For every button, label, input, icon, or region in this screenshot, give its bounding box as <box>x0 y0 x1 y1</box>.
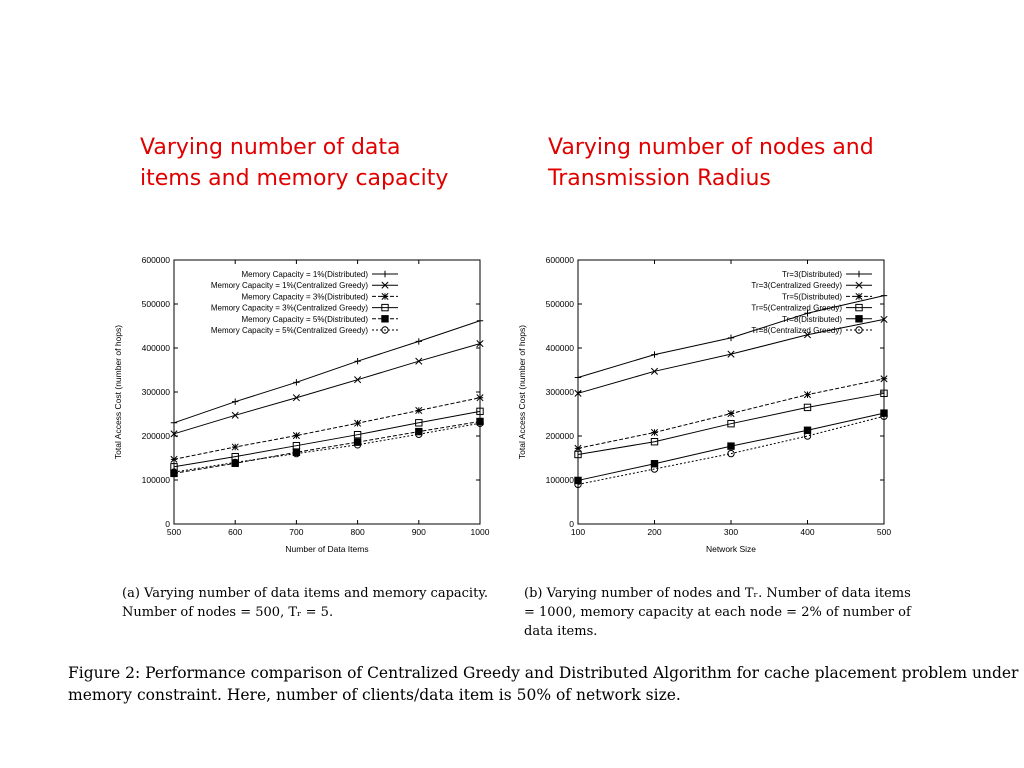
chart-b-ytick-label: 0 <box>569 519 574 529</box>
chart-a-ytick-label: 400000 <box>141 343 170 353</box>
chart-b-xlabel: Network Size <box>705 544 757 554</box>
caption-b <box>524 584 911 641</box>
chart-a-ylabel: Total Access Cost (number of hops) <box>113 324 123 460</box>
chart-b-data-point <box>728 410 734 416</box>
chart-b-xtick-label: 200 <box>647 527 662 537</box>
figure-caption-line-2: memory constraint. Here, number of clients/data item is 50% of network size. <box>68 686 681 704</box>
chart-a-data-point <box>354 376 360 382</box>
chart-a-xtick-label: 600 <box>228 527 243 537</box>
chart-a-legend-label: Memory Capacity = 3%(Centralized Greedy) <box>210 303 368 313</box>
chart-a-data-point <box>477 318 483 324</box>
chart-b-data-point <box>804 391 810 397</box>
chart-a-data-point <box>171 456 177 462</box>
chart-b-legend-marker <box>856 271 862 277</box>
chart-a-legend-marker <box>382 271 388 277</box>
chart-b-legend-marker <box>856 293 862 299</box>
chart-a-series-2 <box>171 340 483 437</box>
chart-a-data-point <box>354 358 360 364</box>
chart-a-xlabel: Number of Data Items <box>285 544 369 554</box>
chart-a-series-line <box>174 421 480 473</box>
chart-a-data-point <box>232 398 238 404</box>
chart-a-xtick-label: 1000 <box>470 527 490 537</box>
caption-b-line-1: (b) Varying number of nodes and Tᵣ. Number of data items <box>524 586 911 601</box>
chart-b-xtick-label: 500 <box>876 527 892 537</box>
chart-a-ytick-label: 0 <box>165 519 170 529</box>
chart-b-ytick-label: 300000 <box>545 387 574 397</box>
chart-b-legend-label: Tr=8(Distributed) <box>782 314 842 324</box>
caption-b-line-2: = 1000, memory capacity at each node = 2% of number of <box>524 605 911 620</box>
chart-b-xtick-label: 300 <box>723 527 739 537</box>
chart-a-data-point <box>354 420 360 426</box>
chart-b-legend-label: Tr=5(Centralized Greedy) <box>751 303 842 313</box>
chart-a-xtick-label: 500 <box>166 527 182 537</box>
chart-b-ytick-label: 400000 <box>545 343 574 353</box>
chart-b-ytick-label: 200000 <box>545 431 574 441</box>
chart-b-data-point <box>651 429 657 435</box>
chart-b-data-point <box>575 445 581 451</box>
caption-a-line-1: (a) Varying number of data items and memory capacity. <box>122 586 489 601</box>
figure-caption <box>68 662 1019 706</box>
chart-b-legend-label: Tr=8(Centralized Greedy) <box>751 326 842 335</box>
chart-a-data-point <box>477 395 483 401</box>
chart-b-data-point <box>728 443 734 449</box>
chart-b-data-point <box>575 374 581 380</box>
chart-a-legend <box>211 270 398 335</box>
chart-a-ytick-label: 500000 <box>141 299 170 309</box>
caption-b-line-3: data items. <box>524 624 598 639</box>
chart-b-ytick-label: 500000 <box>545 299 574 309</box>
heading-right <box>548 132 874 194</box>
chart-a-ytick-label: 100000 <box>141 475 170 485</box>
chart-a <box>108 248 500 564</box>
chart-a-series-4 <box>171 408 483 470</box>
chart-b-data-point <box>881 376 887 382</box>
chart-a-data-point <box>293 379 299 385</box>
chart-a-legend-label: Memory Capacity = 3%(Distributed) <box>241 292 368 302</box>
chart-a-ytick-label: 600000 <box>141 255 170 265</box>
chart-b-legend-marker <box>856 316 862 322</box>
chart-a-data-point <box>293 432 299 438</box>
chart-a-legend-marker <box>382 293 388 299</box>
chart-a-data-point <box>416 338 422 344</box>
chart-a-ytick-label: 300000 <box>141 387 170 397</box>
chart-a-data-point <box>293 395 299 401</box>
heading-left-line-1: Varying number of data <box>140 135 401 160</box>
chart-b-ytick-label: 100000 <box>545 475 574 485</box>
chart-a-series-5 <box>171 418 483 476</box>
heading-left-line-2: items and memory capacity <box>140 166 449 191</box>
chart-a-xtick-label: 900 <box>411 527 426 537</box>
chart-a-data-point <box>232 444 238 450</box>
caption-a <box>122 584 502 622</box>
chart-a-legend-label: Memory Capacity = 1%(Centralized Greedy) <box>210 281 368 291</box>
chart-a-xtick-label: 800 <box>350 527 365 537</box>
heading-right-line-1: Varying number of nodes and <box>548 135 874 160</box>
chart-a-series-line <box>174 423 480 472</box>
chart-b-ytick-label: 600000 <box>545 255 574 265</box>
chart-b-series-3 <box>575 376 887 452</box>
chart-a-data-point <box>232 412 238 418</box>
chart-b-legend-label: Tr=5(Distributed) <box>782 292 842 302</box>
chart-a-legend-label: Memory Capacity = 5%(Centralized Greedy) <box>210 326 368 335</box>
chart-a-ytick-label: 200000 <box>141 431 170 441</box>
chart-a-data-point <box>416 358 422 364</box>
heading-left <box>140 132 448 194</box>
chart-b-data-point <box>881 292 887 298</box>
chart-a-data-point <box>171 420 177 426</box>
chart-b-ylabel: Total Access Cost (number of hops) <box>517 324 527 460</box>
chart-a-legend-label: Memory Capacity = 5%(Distributed) <box>241 314 368 324</box>
figure-caption-line-1: Figure 2: Performance comparison of Centralized Greedy and Distributed Algorithm for cache placement problem under <box>68 664 1019 682</box>
chart-b-data-point <box>651 351 657 357</box>
chart-b-xtick-label: 100 <box>570 527 586 537</box>
chart-b-legend-label: Tr=3(Distributed) <box>782 270 842 279</box>
chart-a-legend-label: Memory Capacity = 1%(Distributed) <box>241 270 368 279</box>
chart-b-data-point <box>728 335 734 341</box>
chart-b <box>512 248 904 564</box>
chart-b-legend-label: Tr=3(Centralized Greedy) <box>751 281 842 291</box>
chart-a-data-point <box>416 407 422 413</box>
heading-right-line-2: Transmission Radius <box>548 166 771 191</box>
chart-a-xtick-label: 700 <box>289 527 304 537</box>
chart-b-xtick-label: 400 <box>800 527 815 537</box>
chart-a-legend-marker <box>382 316 388 322</box>
caption-a-line-2: Number of nodes = 500, Tᵣ = 5. <box>122 605 334 620</box>
